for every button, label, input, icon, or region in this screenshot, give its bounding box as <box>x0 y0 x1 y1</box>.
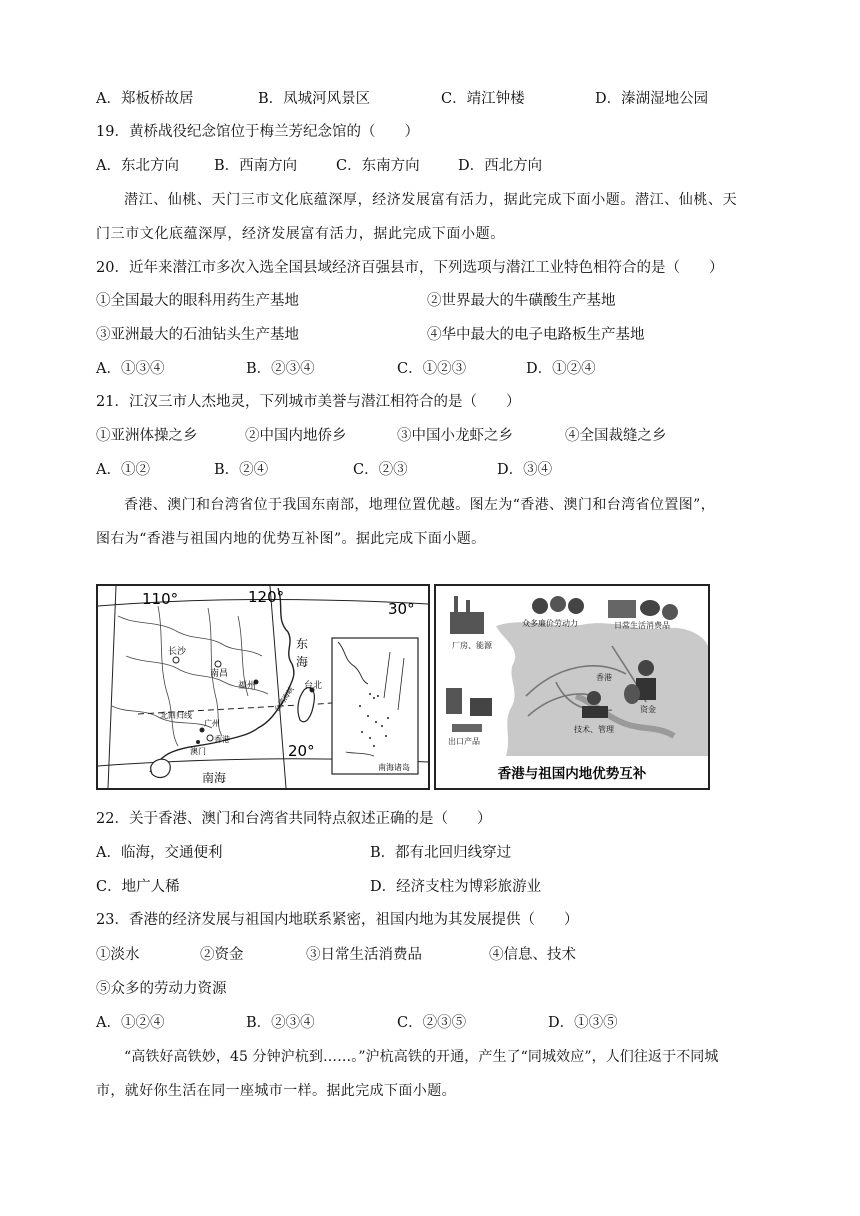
q23-item-5: ⑤众多的劳动力资源 <box>96 981 227 997</box>
taiwan-strait-label: 台湾海峡 <box>273 685 296 714</box>
intro-20-21-line2: 门三市文化底蕴深厚，经济发展富有活力，据此完成下面小题。 <box>96 226 505 242</box>
q21-item-2: ②中国内地侨乡 <box>245 428 347 444</box>
diagram-title: 香港与祖国内地优势互补 <box>497 766 647 782</box>
figure <box>96 584 710 790</box>
tech-mgmt-label: 技术、管理 <box>574 725 614 734</box>
tropic-label: 北回归线 <box>160 711 192 720</box>
q23-option-d: D．①③⑤ <box>548 1015 618 1031</box>
q18-option-a: A．郑板桥故居 <box>96 91 194 107</box>
guangzhou-label: 广州 <box>204 719 220 728</box>
q22-option-a: A．临海，交通便利 <box>96 845 223 861</box>
q20-item-2: ②世界最大的牛磺酸生产基地 <box>427 293 616 309</box>
q22-stem: 22．关于香港、澳门和台湾省共同特点叙述正确的是（ ） <box>96 811 492 827</box>
q21-option-c: C．②③ <box>353 462 408 478</box>
lon-120-label: 120° <box>248 588 285 606</box>
q18-option-c: C．靖江钟楼 <box>441 91 525 107</box>
intro-20-21-line1: 潜江、仙桃、天门三市文化底蕴深厚，经济发展富有活力，据此完成下面小题。潜江、仙桃、天 <box>124 192 738 208</box>
taibei-label: 台北 <box>304 681 323 691</box>
intro-next-line1: “高铁好高铁妙，45 分钟沪杭到……。”沪杭高铁的开通，产生了“同城效应”，人们往返于不同城 <box>124 1049 719 1065</box>
location-map <box>96 584 430 790</box>
intro-22-23-line2: 图右为“香港与祖国内地的优势互补图”。据此完成下面小题。 <box>96 531 486 547</box>
q21-item-4: ④全国裁缝之乡 <box>565 428 667 444</box>
factory-energy-label: 厂房、能源 <box>452 641 492 650</box>
hongkong-label: 香港 <box>596 673 612 682</box>
lat-20-label: 20° <box>288 742 315 760</box>
complementarity-drawing <box>436 586 708 788</box>
q23-item-3: ③日常生活消费品 <box>306 947 422 963</box>
q19-stem: 19．黄桥战役纪念馆位于梅兰芳纪念馆的（ ） <box>96 124 419 140</box>
q19-option-b: B．西南方向 <box>214 158 298 174</box>
labor-label: 众多廉价劳动力 <box>522 619 578 628</box>
q18-option-b: B．凤城河风景区 <box>258 91 371 107</box>
q23-item-1: ①淡水 <box>96 947 140 963</box>
q20-option-d: D．①②④ <box>526 361 596 377</box>
aomen-label: 澳门 <box>190 747 206 756</box>
q23-option-a: A．①②④ <box>96 1015 165 1031</box>
q21-stem: 21．江汉三市人杰地灵，下列城市美誉与潜江相符合的是（ ） <box>96 394 521 410</box>
q20-item-4: ④华中最大的电子电路板生产基地 <box>427 327 645 343</box>
q21-item-3: ③中国小龙虾之乡 <box>397 428 513 444</box>
q19-option-a: A．东北方向 <box>96 158 179 174</box>
q19-option-c: C．东南方向 <box>336 158 420 174</box>
q23-option-b: B．②③④ <box>246 1015 315 1031</box>
nanchang-label: 南昌 <box>210 669 229 679</box>
location-map-drawing <box>98 586 428 788</box>
q20-item-1: ①全国最大的眼科用药生产基地 <box>96 293 299 309</box>
nanhai-label: 南海 <box>202 771 227 785</box>
lon-110-label: 110° <box>142 590 179 608</box>
intro-next-line2: 市，就好你生活在同一座城市一样。据此完成下面小题。 <box>96 1083 456 1099</box>
q22-option-b: B．都有北回归线穿过 <box>370 845 512 861</box>
q20-option-c: C．①②③ <box>397 361 467 377</box>
lat-30-label: 30° <box>388 600 415 618</box>
xianggang-label: 香港 <box>214 735 230 744</box>
nanhai-islands-label: 南海诸岛 <box>378 763 410 772</box>
q23-item-2: ②资金 <box>200 947 244 963</box>
fuzhou-label: 福州 <box>238 681 257 691</box>
q23-item-4: ④信息、技术 <box>489 947 576 963</box>
q20-stem: 20．近年来潜江市多次入选全国县域经济百强县市，下列选项与潜江工业特色相符合的是（ ） <box>96 260 724 276</box>
q20-item-3: ③亚洲最大的石油钻头生产基地 <box>96 327 299 343</box>
q23-option-c: C．②③⑤ <box>397 1015 467 1031</box>
q21-option-a: A．①② <box>96 462 150 478</box>
q21-option-b: B．②④ <box>214 462 269 478</box>
q19-option-d: D．西北方向 <box>458 158 543 174</box>
complementarity-diagram <box>434 584 710 790</box>
hai-label: 海 <box>296 655 309 669</box>
q18-option-d: D．溱湖湿地公园 <box>595 91 709 107</box>
q20-option-a: A．①③④ <box>96 361 165 377</box>
q22-option-c: C．地广人稀 <box>96 879 180 895</box>
export-label: 出口产品 <box>448 737 480 746</box>
daily-goods-label: 日常生活消费品 <box>614 621 670 630</box>
q21-option-d: D．③④ <box>497 462 553 478</box>
q20-option-b: B．②③④ <box>246 361 315 377</box>
q23-stem: 23．香港的经济发展与祖国内地联系紧密，祖国内地为其发展提供（ ） <box>96 912 579 928</box>
capital-label: 资金 <box>640 705 656 714</box>
dong-label: 东 <box>296 637 309 651</box>
q22-option-d: D．经济支柱为博彩旅游业 <box>370 879 542 895</box>
changsha-label: 长沙 <box>168 647 187 657</box>
intro-22-23-line1: 香港、澳门和台湾省位于我国东南部，地理位置优越。图左为“香港、澳门和台湾省位置图”， <box>124 497 716 513</box>
q21-item-1: ①亚洲体操之乡 <box>96 428 198 444</box>
